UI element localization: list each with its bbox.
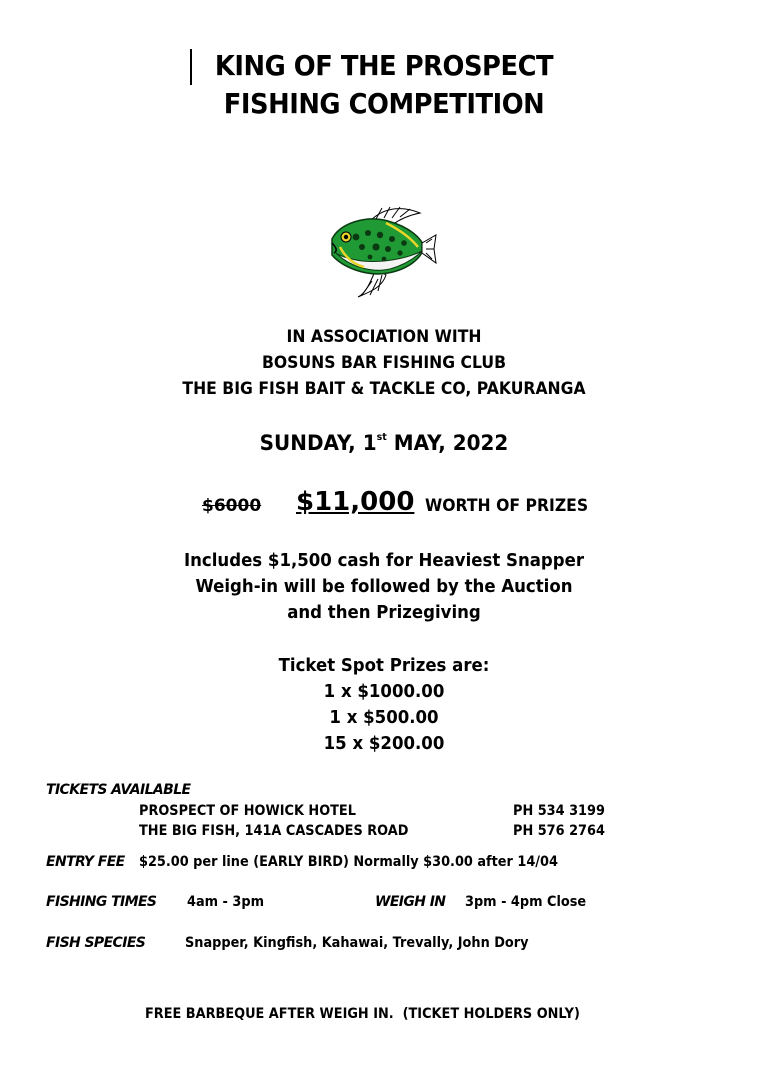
old-prize-amount: $6000 <box>202 496 262 516</box>
association-line-1: IN ASSOCIATION WITH <box>286 327 482 347</box>
fishing-times-value: 4am - 3pm <box>187 894 264 910</box>
prize-worth-text: WORTH OF PRIZES <box>425 496 589 516</box>
detail-line-1: Includes $1,500 cash for Heaviest Snapper <box>183 550 585 571</box>
title-line-2: FISHING COMPETITION <box>223 87 545 120</box>
fish-species-label: FISH SPECIES <box>46 935 146 951</box>
spot-prize-item: 1 x $500.00 <box>329 707 439 728</box>
association-line-2: BOSUNS BAR FISHING CLUB <box>261 353 507 373</box>
detail-line-3: and then Prizegiving <box>287 602 481 623</box>
weigh-in-label: WEIGH IN <box>375 894 446 910</box>
date-day: SUNDAY, 1 <box>259 431 377 455</box>
spot-prize-item: 15 x $200.00 <box>323 733 445 754</box>
spot-prize-item: 1 x $1000.00 <box>323 681 445 702</box>
new-prize-amount: $11,000 <box>296 487 415 517</box>
john-dory-fish-illustration <box>326 203 440 299</box>
title-line-1: KING OF THE PROSPECT <box>214 49 554 82</box>
footer-barbeque-note: FREE BARBEQUE AFTER WEIGH IN. (TICKET HOLDERS ONLY) <box>145 1006 580 1022</box>
event-date <box>19 431 749 455</box>
entry-fee-label: ENTRY FEE <box>46 854 125 870</box>
ticket-outlet-phone: PH 534 3199 <box>513 803 605 819</box>
entry-fee-text: $25.00 per line (EARLY BIRD) Normally $30.00 after 14/04 <box>139 854 558 870</box>
spot-prizes-heading: Ticket Spot Prizes are: <box>278 655 490 676</box>
ticket-outlet-name: PROSPECT OF HOWICK HOTEL <box>139 803 356 819</box>
fish-species-value: Snapper, Kingfish, Kahawai, Trevally, John Dory <box>185 935 529 951</box>
fishing-times-label: FISHING TIMES <box>46 894 157 910</box>
association-line-3: THE BIG FISH BAIT & TACKLE CO, PAKURANGA <box>182 379 586 399</box>
weigh-in-value: 3pm - 4pm Close <box>465 894 587 910</box>
detail-line-2: Weigh-in will be followed by the Auction <box>195 576 573 597</box>
tickets-label: TICKETS AVAILABLE <box>46 782 191 798</box>
date-suffix: st <box>376 432 387 443</box>
ticket-outlet-name: THE BIG FISH, 141A CASCADES ROAD <box>139 823 409 839</box>
date-month-year: MAY, 2022 <box>386 431 509 455</box>
ticket-outlet-phone: PH 576 2764 <box>513 823 605 839</box>
